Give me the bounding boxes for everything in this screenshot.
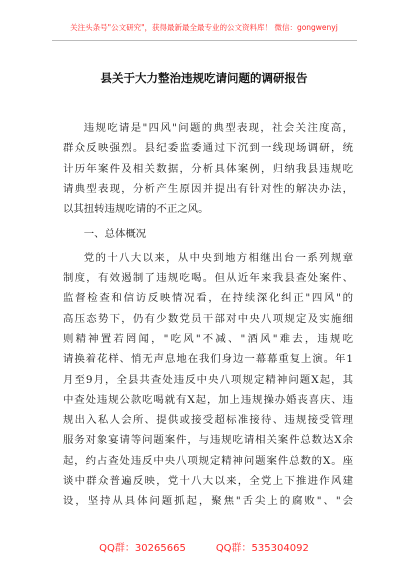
text-line: 以其扭转违规吃请的不正之风。 xyxy=(63,203,209,216)
text-line: 请换着花样、悄无声息地在我们身边一幕幕重复上演。年1 xyxy=(63,353,353,366)
text-line: 计历年案件及相关数据，分析具体案例，归纳我县违规吃 xyxy=(63,162,353,175)
text-line: 中查处违规公款吃喝就有X起，加上违规操办婚丧喜庆、违 xyxy=(63,393,353,406)
document-title: 县关于大力整治违规吃请问题的调研报告 xyxy=(100,71,308,85)
text-line: 一、总体概况 xyxy=(83,228,147,241)
body-paragraph xyxy=(63,248,353,512)
text-line: 起，约占查处违反中央八项规定精神问题案件总数的X。座 xyxy=(63,454,353,467)
document-body xyxy=(63,118,353,512)
text-line: 高压态势下，仍有少数党员干部对中央八项规定及实施细 xyxy=(63,312,353,325)
header-note: 关注头条号"公文研究"，获得最新最全最专业的公文资料库！ 微信：gongwenyj xyxy=(70,23,338,32)
section-heading xyxy=(63,224,353,244)
text-line: 群众反映强烈。县纪委监委通过下沉到一线现场调研，统 xyxy=(63,142,353,155)
text-line: 规出入私人会所、提供或接受超标准接待、违规接受管理 xyxy=(63,414,353,427)
text-line: 制度，有效遏制了违规吃喝。但从近年来我县查处案件、 xyxy=(63,272,353,285)
text-line: 党的十八大以来，从中央到地方相继出台一系列规章 xyxy=(83,251,353,264)
text-line: 监督检查和信访反映情况看，在持续深化纠正"四风"的 xyxy=(63,292,353,305)
qq-group-1: QQ群：30265665 xyxy=(99,543,186,554)
text-line: 月至9月，全县共查处违反中央八项规定精神问题X起，其 xyxy=(63,373,353,386)
text-line: 谈中群众普遍反映，党十八大以来，全党上下推进作风建 xyxy=(63,475,353,488)
intro-paragraph xyxy=(63,118,353,219)
text-line: 违规吃请是"四风"问题的典型表现，社会关注度高， xyxy=(83,122,353,134)
text-line: 则精神置若罔闻，"吃风"不减、"酒风"难去，违规吃 xyxy=(63,332,353,345)
text-line: 设，坚持从具体问题抓起，聚焦"舌尖上的腐败"、"会 xyxy=(63,495,353,508)
qq-group-2: QQ群：535304092 xyxy=(215,543,309,554)
text-line: 请典型表现，分析产生原因并提出有针对性的解决办法， xyxy=(63,182,353,195)
text-line: 服务对象宴请等问题案件，与违规吃请相关案件总数达X余 xyxy=(63,434,353,447)
footer-contact xyxy=(0,539,408,554)
header-divider xyxy=(52,40,357,41)
